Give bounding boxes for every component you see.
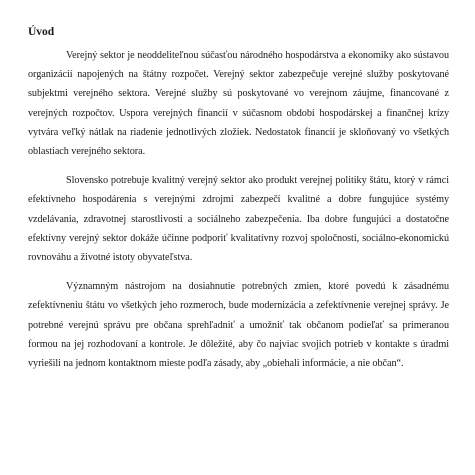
paragraph-2: Slovensko potrebuje kvalitný verejný sektor ako produkt verejnej politiky štátu, ktorý v rámci efektívneho hospodárenia s verejnými zdrojmi zabezpečí kvalitné a dobre fungujúce systémy vzdelávania, zdravotnej starostlivosti a sociálneho zabezpečenia. Iba dobre fungujúci a dostatočne efektívny verejný sektor dokáže účinne podporiť kvalitatívny rozvoj spoločnosti, sociálno-ekonomickú rovnováhu a životné istoty obyvateľstva. (28, 175, 449, 264)
document-heading: Úvod (28, 26, 55, 38)
paragraph-1: Verejný sektor je neoddeliteľnou súčasťou národného hospodárstva a ekonomiky ako sústavou organizácií napojených na štátny rozpočet. Verejný sektor zabezpečuje verejné služby poskytované subjektmi verejného sektora. Verejné služby sú poskytované vo verejnom záujme, financované z verejných rozpočtov. Uspora verejných financií v súčasnom období hospodárskej a finančnej krízy vytvára veľký nátlak na riadenie jednotlivých zložiek. Nedostatok financií je skloňovaný vo všetkých oblastiach verejného sektora. (28, 50, 449, 158)
paragraph-3: Významným nástrojom na dosiahnutie potrebných zmien, ktoré povedú k zásadnému zefektívneniu štátu vo všetkých jeho rozmeroch, bude modernizácia a zefektívnenie verejnej správy. Je potrebné verejnú správu pre občana sprehľadniť a umožniť tak občanom podieľať sa primeranou formou na jej rozhodovaní a kontrole. Je dôležité, aby čo najviac svojich potrieb v kontakte s úradmi vyriešili na jednom kontaktnom mieste podľa zásady, aby „obiehali informácie, a nie občan“. (28, 281, 449, 370)
